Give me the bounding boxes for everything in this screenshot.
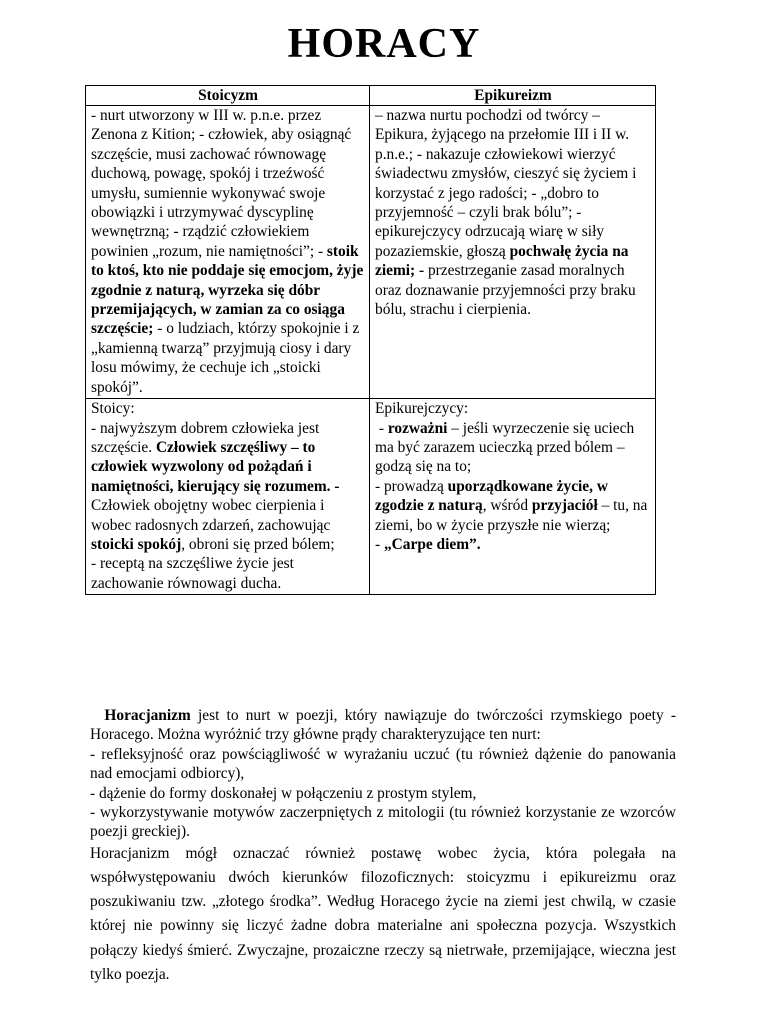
epicureans-point-1-bold: rozważni [387,419,448,437]
bullet-3: - wykorzystywanie motywów zaczerpniętych z mitologii (tu również korzystanie ze wzorców poezji greckiej). [90,804,676,841]
stoic-text-2: - o ludziach, którzy spokojnie i z „kamienną twarzą” przyjmują ciosy i dary losu mówimy, że cechuje ich „stoicki spokój”. [91,320,360,396]
epicureans-point-1-text: – jeśli wyrzeczenie się uciech ma być zarazem ucieczką przed bólem – godzą się na to; [375,419,638,476]
header-stoicism: Stoicyzm [86,86,370,106]
intro-text: jest to nurt w poezji, który nawiązuje do twórczości rzymskiego poety - Horacego. Można wyróżnić trzy główne prądy charakteryzujące ten nurt: [90,707,676,744]
stoics-cell [86,399,370,595]
epicureans-point-2 [375,477,651,535]
epicureanism-description-cell [370,106,656,399]
epicureans-point-3-text: – tu, na ziemi, bo w życie przyszłe nie wierzą; [375,497,648,534]
stoics-point-3-text: , obroni się przed bólem; [181,535,335,553]
epicureans-point-2-text: - prowadzą [375,477,448,495]
epicureans-point-3-bold: przyjaciół [531,497,598,515]
header-epicureanism: Epikureizm [370,86,656,106]
stoics-point-2-text: Człowiek obojętny wobec cierpienia i wobec radosnych zdarzeń, zachowując [91,497,331,534]
horacjanizm-term: Horacjanizm [104,707,191,724]
horacjanizm-section [90,706,676,987]
stoics-point-2-bold: stoicki spokój [91,535,182,553]
stoic-text-1: - nurt utworzony w III w. p.n.e. przez Zenona z Kition; - człowiek, aby osiągnąć szczęście, musi zachować równowagę duchową, powagę, spokój i trzeźwość umysłu, sumiennie wykonywać swoje obowiązki i utrzymywać dyscyplinę wewnętrzną; - rządzić człowiekiem powinien „rozum, nie namiętności”; - [91,107,352,260]
stoics-point-1-text: - najwyższym dobrem człowieka jest szczęście. [91,419,320,456]
epicureans-point-2-end: , wśród [482,497,529,515]
epicureans-point-4 [375,535,651,554]
epicureans-point-1-prefix: - [375,419,388,437]
epicureans-point-4-prefix: - [375,535,384,553]
stoics-point-1-bold: Człowiek szczęśliwy – to człowiek wyzwolony od pożądań i namiętności, kierujący się rozumem. - [91,438,340,495]
table-row [86,399,656,595]
epicureans-heading: Epikurejczycy: [375,400,469,418]
stoic-text-bold: stoik to ktoś, kto nie poddaje się emocjom, żyje zgodnie z naturą, wyrzeka się dóbr przemijających, w zamian za co osiąga szczęście; [91,242,364,338]
epic-text-1: – nazwa nurtu pochodzi od twórcy – Epikura, żyjącego na przełomie III i II w. p.n.e.; - nakazuje człowiekowi wierzyć świadectwu zmysłów, cieszyć się życiem i korzystać z jego radości; - „dobro to przyjemność – czyli brak bólu”; - epikurejczycy odrzucają wiarę w siły pozaziemskie, głoszą [375,107,637,260]
epic-text-bold: pochwałę życia na ziemi; - [375,242,629,280]
epic-text-2: przestrzeganie zasad moralnych oraz doznawanie przyjemności przy braku bólu, strachu i cierpienia. [375,262,636,319]
epicureans-point-1 [375,419,651,477]
epicureans-point-2-bold: uporządkowane życie, w zgodzie z naturą [375,477,608,515]
page-title: HORACY [287,21,481,67]
comparison-table [85,85,656,595]
stoics-point-1 [91,419,365,555]
intro-paragraph [90,706,676,745]
table-header-row [86,86,656,106]
epicureans-point-4-bold: „Carpe diem”. [383,535,481,553]
stoics-point-4: - receptą na szczęśliwe życie jest zachowanie równowagi ducha. [91,555,294,592]
stoics-heading: Stoicy: [91,400,135,418]
stoicism-description-cell [86,106,370,399]
closing-paragraph: Horacjanizm mógł oznaczać również postawę wobec życia, która polegała na współwystępowaniu dwóch kierunków filozoficznych: stoicyzmu i epikureizmu oraz poszukiwaniu tzw. „złotego środka”. Według Horacego życie na ziemi jest chwilą, w czasie której nie powinny się liczyć żadne dobra materialne ani społeczna pozycja. Wszystkich połączy kiedyś śmierć. Zwyczajne, prozaiczne rzeczy są nietrwałe, przemijające, wieczna jest tylko poezja. [90,844,676,983]
bullet-2: - dążenie do formy doskonałej w połączeniu z prostym stylem, [90,784,477,802]
table-row [86,106,656,399]
epicureans-cell [370,399,656,595]
bullet-1: - refleksyjność oraz powściągliwość w wyrażaniu uczuć (tu również dążenie do panowania nad emocjami odbiorcy), [90,745,676,783]
